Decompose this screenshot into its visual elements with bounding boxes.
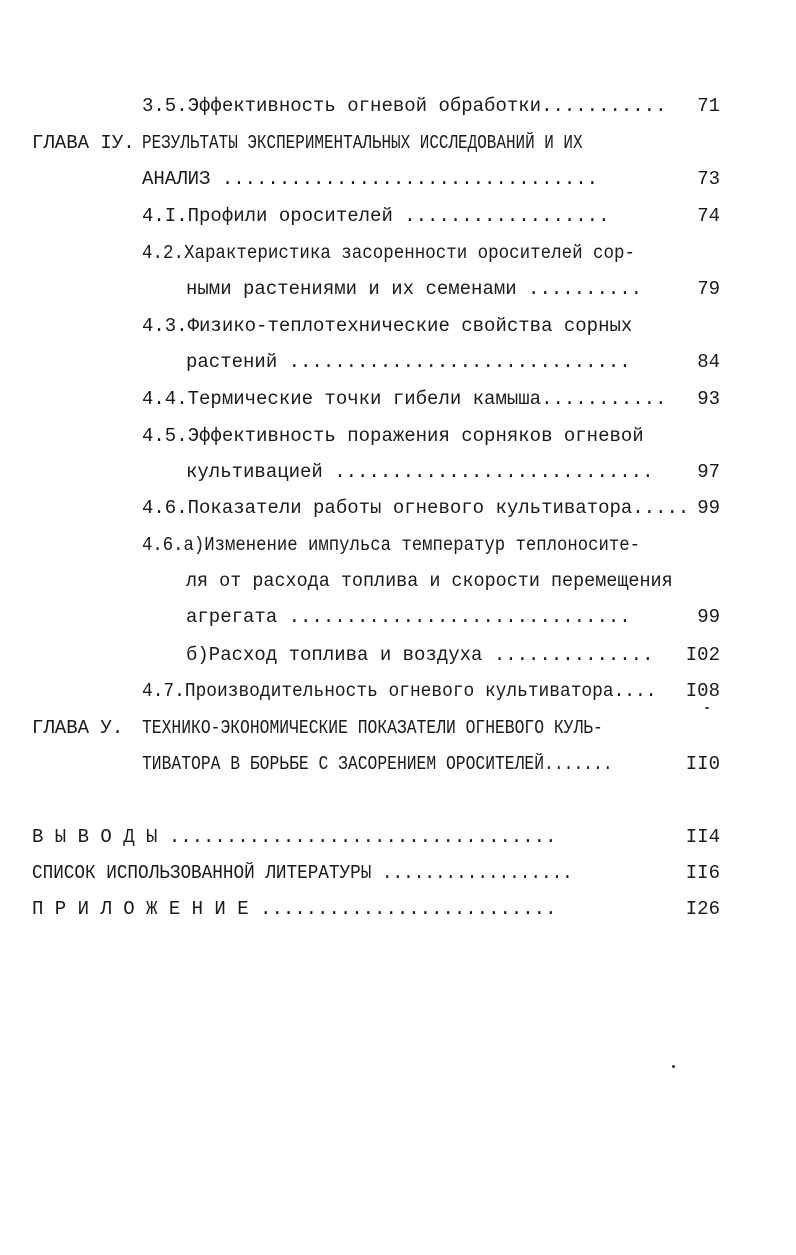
- toc-entry-4-2-line2: ными растениями и их семенами ..........: [186, 278, 643, 300]
- print-speck: [705, 707, 709, 709]
- toc-page-4-4: 93: [697, 388, 720, 410]
- toc-entry-4-6b: б)Расход топлива и воздуха ..............: [186, 644, 654, 666]
- toc-entry-4-5-line1: 4.5.Эффективность поражения сорняков огневой: [142, 425, 644, 447]
- toc-page-appendix: I26: [685, 898, 720, 920]
- toc-page-4-1: 74: [697, 205, 720, 227]
- chapter-5-page: II0: [685, 753, 720, 775]
- toc-entry-4-7: 4.7.Производительность огневого культиватора....: [142, 680, 657, 702]
- toc-page-conclusions: II4: [685, 826, 720, 848]
- toc-entry-4-6a-line3: агрегата ..............................: [186, 606, 631, 628]
- toc-entry-4-2-line1: 4.2.Характеристика засоренности оросителей сор-: [142, 242, 636, 264]
- chapter-4-label: ГЛАВА IУ.: [32, 132, 135, 154]
- toc-page-4-5: 97: [697, 461, 720, 483]
- toc-entry-4-3-line2: растений ..............................: [186, 351, 631, 373]
- toc-entry-4-6a-line2: ля от расхода топлива и скорости перемещения: [186, 570, 673, 592]
- toc-page-4-2: 79: [697, 278, 720, 300]
- toc-entry-4-3-line1: 4.3.Физико-теплотехнические свойства сорных: [142, 315, 633, 337]
- toc-entry-conclusions: В Ы В О Д Ы ..................................: [32, 826, 557, 848]
- toc-entry-4-6a-line1: 4.6.а)Изменение импульса температур теплоносите-: [142, 534, 641, 556]
- toc-entry-4-4: 4.4.Термические точки гибели камыша...........: [142, 388, 667, 410]
- toc-page-3-5: 71: [697, 95, 720, 117]
- toc-page-4-3: 84: [697, 351, 720, 373]
- toc-entry-4-5-line2: культивацией ............................: [186, 461, 654, 483]
- toc-page-references: II6: [685, 862, 720, 884]
- chapter-5-title-line2: ТИВАТОРА В БОРЬБЕ С ЗАСОРЕНИЕМ ОРОСИТЕЛЕЙ.......: [142, 753, 613, 775]
- chapter-4-title-line1: РЕЗУЛЬТАТЫ ЭКСПЕРИМЕНТАЛЬНЫХ ИССЛЕДОВАНИЙ И ИХ: [142, 132, 583, 154]
- toc-entry-4-1: 4.I.Профили оросителей ..................: [142, 205, 610, 227]
- chapter-5-label: ГЛАВА У.: [32, 717, 124, 739]
- toc-page-4-6: 99: [697, 497, 720, 519]
- toc-entry-4-6: 4.6.Показатели работы огневого культиватора.....: [142, 497, 690, 519]
- toc-page-4-6b: I02: [685, 644, 720, 666]
- chapter-4-page: 73: [697, 168, 720, 190]
- toc-page-4-7: I08: [685, 680, 720, 702]
- toc-entry-appendix: П Р И Л О Ж Е Н И Е ..........................: [32, 898, 557, 920]
- toc-page-4-6a: 99: [697, 606, 720, 628]
- toc-entry-3-5: 3.5.Эффективность огневой обработки...........: [142, 95, 667, 117]
- chapter-5-title-line1: ТЕХНИКО-ЭКОНОМИЧЕСКИЕ ПОКАЗАТЕЛИ ОГНЕВОГО КУЛЬ-: [142, 717, 603, 739]
- toc-entry-references: СПИСОК ИСПОЛЬЗОВАННОЙ ЛИТЕРАТУРЫ ..................: [32, 862, 573, 884]
- print-speck: [672, 1065, 675, 1068]
- chapter-4-title-line2: АНАЛИЗ .................................: [142, 168, 599, 190]
